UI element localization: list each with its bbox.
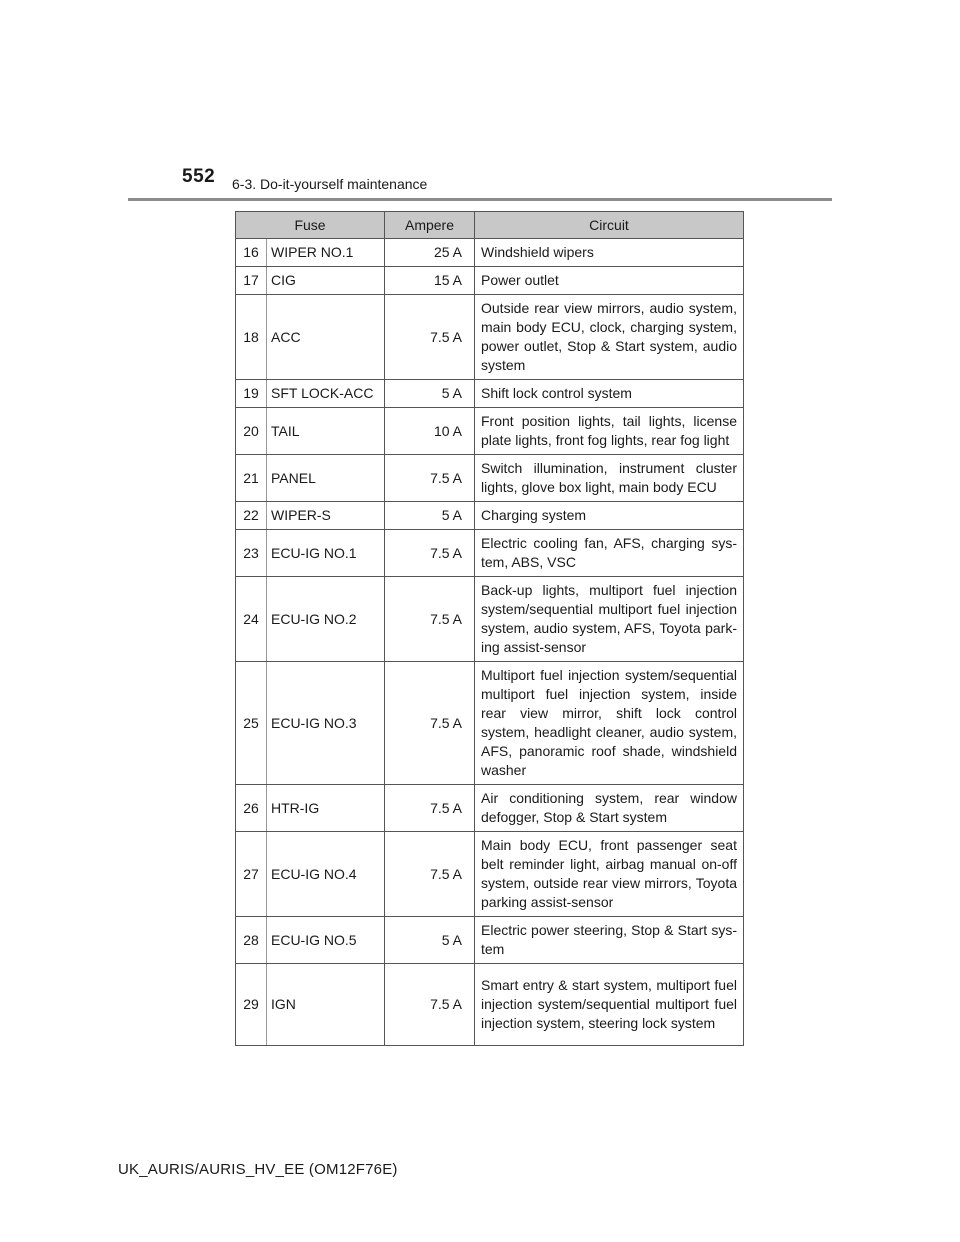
- ampere-cell: 5 A: [385, 380, 475, 408]
- table-row: [236, 577, 744, 662]
- circuit-cell: Switch illumination, instrument cluster lights, glove box light, main body ECU: [475, 455, 744, 502]
- table-row: [236, 408, 744, 455]
- header-divider: [128, 198, 832, 201]
- fuse-name-cell: HTR-IG: [267, 785, 385, 832]
- ampere-cell: 7.5 A: [385, 662, 475, 785]
- circuit-cell: Power outlet: [475, 267, 744, 295]
- fuse-name-cell: TAIL: [267, 408, 385, 455]
- column-header-fuse: Fuse: [236, 212, 385, 239]
- fuse-name-cell: CIG: [267, 267, 385, 295]
- table-row: [236, 917, 744, 964]
- ampere-cell: 7.5 A: [385, 295, 475, 380]
- footer-model-code: UK_AURIS/AURIS_HV_EE (OM12F76E): [118, 1161, 398, 1178]
- circuit-cell: Shift lock control system: [475, 380, 744, 408]
- fuse-number-cell: 26: [236, 785, 267, 832]
- fuse-name-cell: PANEL: [267, 455, 385, 502]
- ampere-cell: 7.5 A: [385, 832, 475, 917]
- table-row: [236, 662, 744, 785]
- fuse-number-cell: 25: [236, 662, 267, 785]
- circuit-cell: Front position lights, tail lights, license plate lights, front fog lights, rear fog light: [475, 408, 744, 455]
- fuse-table: [235, 211, 744, 1046]
- table-row: [236, 530, 744, 577]
- table-row: [236, 380, 744, 408]
- ampere-cell: 7.5 A: [385, 964, 475, 1046]
- fuse-number-cell: 17: [236, 267, 267, 295]
- fuse-number-cell: 18: [236, 295, 267, 380]
- fuse-name-cell: ECU-IG NO.1: [267, 530, 385, 577]
- table-row: [236, 295, 744, 380]
- fuse-name-cell: ACC: [267, 295, 385, 380]
- fuse-name-cell: ECU-IG NO.5: [267, 917, 385, 964]
- table-row: [236, 455, 744, 502]
- ampere-cell: 7.5 A: [385, 455, 475, 502]
- table-row: [236, 832, 744, 917]
- fuse-name-cell: ECU-IG NO.2: [267, 577, 385, 662]
- table-header-row: [236, 212, 744, 239]
- ampere-cell: 15 A: [385, 267, 475, 295]
- ampere-cell: 7.5 A: [385, 577, 475, 662]
- circuit-cell: Charging system: [475, 502, 744, 530]
- circuit-cell: Multiport fuel injection system/sequential multiport fuel injection system, inside rear view mirror, shift lock control system, headlight cleaner, audio system, AFS, panoramic roof shade, windshield washer: [475, 662, 744, 785]
- circuit-cell: Back-up lights, multiport fuel injection system/sequential multiport fuel injection system, audio system, AFS, Toyota park-ing assist-sensor: [475, 577, 744, 662]
- table-row: [236, 964, 744, 1046]
- table-row: [236, 502, 744, 530]
- fuse-name-cell: WIPER-S: [267, 502, 385, 530]
- circuit-cell: Electric power steering, Stop & Start sys-tem: [475, 917, 744, 964]
- ampere-cell: 7.5 A: [385, 530, 475, 577]
- ampere-cell: 10 A: [385, 408, 475, 455]
- column-header-circuit: Circuit: [475, 212, 744, 239]
- page-number: 552: [182, 166, 216, 187]
- fuse-number-cell: 20: [236, 408, 267, 455]
- fuse-number-cell: 19: [236, 380, 267, 408]
- section-title: 6-3. Do-it-yourself maintenance: [232, 176, 428, 192]
- fuse-number-cell: 21: [236, 455, 267, 502]
- circuit-cell: Windshield wipers: [475, 239, 744, 267]
- fuse-number-cell: 27: [236, 832, 267, 917]
- ampere-cell: 5 A: [385, 917, 475, 964]
- circuit-cell: Main body ECU, front passenger seat belt reminder light, airbag manual on-off system, outside rear view mirrors, Toyota parking assist-sensor: [475, 832, 744, 917]
- ampere-cell: 5 A: [385, 502, 475, 530]
- fuse-number-cell: 24: [236, 577, 267, 662]
- table-row: [236, 785, 744, 832]
- fuse-name-cell: SFT LOCK-ACC: [267, 380, 385, 408]
- fuse-number-cell: 29: [236, 964, 267, 1046]
- ampere-cell: 7.5 A: [385, 785, 475, 832]
- circuit-cell: Air conditioning system, rear window defogger, Stop & Start system: [475, 785, 744, 832]
- fuse-table-body: [236, 239, 744, 1046]
- fuse-number-cell: 16: [236, 239, 267, 267]
- circuit-cell: Smart entry & start system, multiport fuel injection system/sequential multiport fuel injection system, steering lock system: [475, 964, 744, 1046]
- circuit-cell: Outside rear view mirrors, audio system, main body ECU, clock, charging system, power outlet, Stop & Start system, audio system: [475, 295, 744, 380]
- fuse-name-cell: ECU-IG NO.4: [267, 832, 385, 917]
- ampere-cell: 25 A: [385, 239, 475, 267]
- fuse-name-cell: IGN: [267, 964, 385, 1046]
- circuit-cell: Electric cooling fan, AFS, charging sys-tem, ABS, VSC: [475, 530, 744, 577]
- fuse-number-cell: 23: [236, 530, 267, 577]
- table-row: [236, 239, 744, 267]
- column-header-ampere: Ampere: [385, 212, 475, 239]
- fuse-name-cell: ECU-IG NO.3: [267, 662, 385, 785]
- fuse-name-cell: WIPER NO.1: [267, 239, 385, 267]
- fuse-number-cell: 28: [236, 917, 267, 964]
- table-row: [236, 267, 744, 295]
- fuse-number-cell: 22: [236, 502, 267, 530]
